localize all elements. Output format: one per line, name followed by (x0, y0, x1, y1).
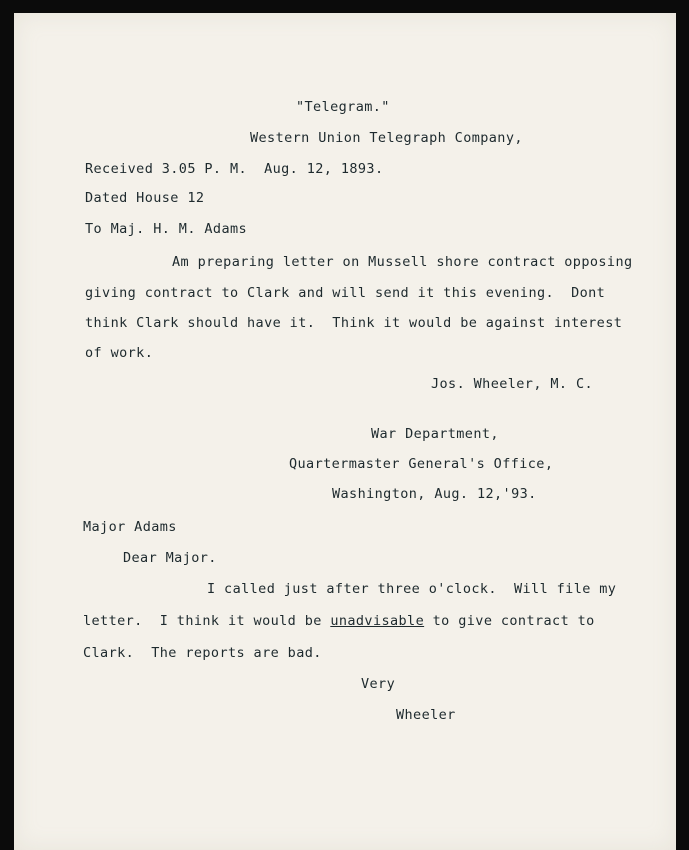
closing-line: Very (361, 676, 396, 692)
dated-line: Dated House 12 (85, 190, 205, 206)
place-date-line: Washington, Aug. 12,'93. (332, 486, 537, 502)
telegram-body-line-1: Am preparing letter on Mussell shore contract opposing (172, 254, 633, 270)
document-page (14, 13, 676, 850)
to-line: To Maj. H. M. Adams (85, 221, 248, 237)
office-line: Quartermaster General's Office, (289, 456, 554, 472)
telegraph-company: Western Union Telegraph Company, (250, 130, 523, 146)
reply-body-line-2-end: to give contract to (424, 613, 595, 629)
department-line: War Department, (371, 426, 499, 442)
addressee-line: Major Adams (83, 519, 177, 535)
reply-body-line-3: Clark. The reports are bad. (83, 645, 322, 661)
telegram-body-line-3: think Clark should have it. Think it would be against interest (85, 315, 623, 331)
telegram-body-line-4: of work. (85, 345, 154, 361)
reply-signature: Wheeler (396, 707, 456, 723)
telegram-heading: "Telegram." (296, 99, 390, 115)
telegram-body-line-2: giving contract to Clark and will send it this evening. Dont (85, 285, 606, 301)
reply-body-line-2-start: letter. I think it would be (83, 613, 331, 629)
telegram-signature: Jos. Wheeler, M. C. (431, 376, 594, 392)
salutation-line: Dear Major. (123, 550, 217, 566)
received-line: Received 3.05 P. M. Aug. 12, 1893. (85, 161, 384, 177)
reply-body-line-2 (83, 615, 595, 629)
underlined-word: unadvisable (330, 613, 425, 629)
reply-body-line-1: I called just after three o'clock. Will file my (207, 581, 617, 597)
